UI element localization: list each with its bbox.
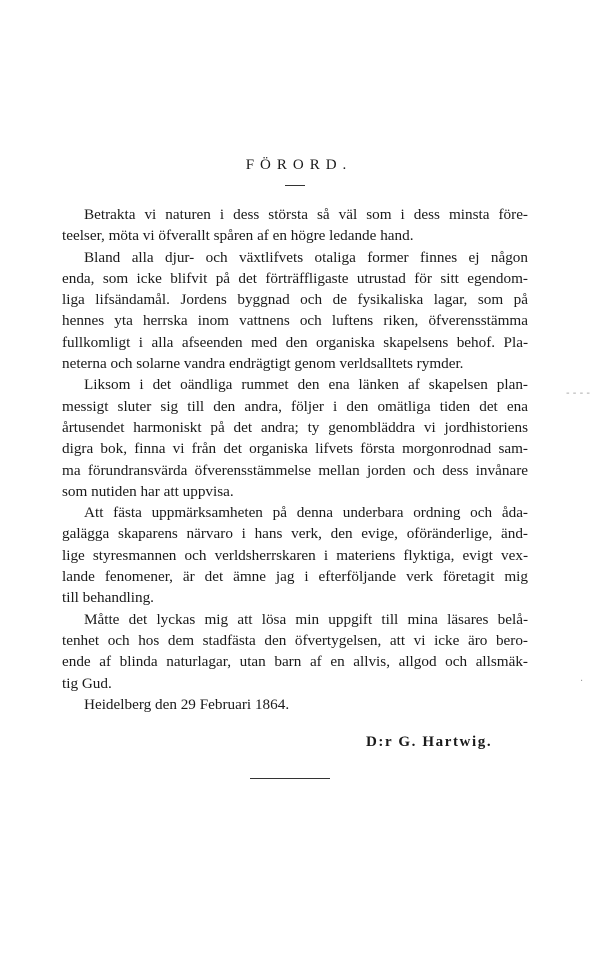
paragraph [62, 694, 528, 715]
paragraph [62, 247, 528, 375]
text-line: Bland alla djur- och växtlifvets otaliga former finnes ej någon [84, 248, 528, 266]
title-rule [285, 185, 305, 186]
text-line: fullkomligt i alla afseenden med den organiska skapelsens behof. Pla- [62, 333, 528, 351]
text-line: digra bok, finna vi från det organiska lifvets första morgonrodnad sam- [62, 440, 528, 458]
paragraph [62, 374, 528, 502]
closing-rule [250, 778, 330, 779]
text-line: Måtte det lyckas mig att lösa min uppgift till mina läsares belå- [84, 610, 528, 628]
margin-dash-mark: - - - - [566, 388, 590, 399]
text-line: tenhet och hos dem stadfästa den öfvertygelsen, att vi icke äro bero- [62, 631, 528, 649]
text-line: lige styresmannen och verldsherrskaren i materiens flyktiga, evigt vex- [62, 546, 528, 564]
text-line: teelser, möta vi öfverallt spåren af en högre ledande hand. [62, 227, 414, 245]
text-line: neterna och solarne vandra endrägtigt genom verldsalltets rymder. [62, 355, 464, 373]
paragraph [62, 204, 528, 247]
text-line: hennes yta herrska inom vattnens och luftens riken, öfverensstämma [62, 312, 528, 330]
text-line: liga lifsändamål. Jordens byggnad och de fysikaliska lagar, som på [62, 291, 528, 309]
text-line: galägga skaparens närvaro i hans verk, den evige, oföränderlige, änd- [62, 525, 528, 543]
margin-tick-mark: · [580, 676, 584, 687]
text-line: enda, som icke blifvit på det förträffligaste utrustad för sitt egendom- [62, 269, 528, 287]
text-line: Heidelberg den 29 Februari 1864. [84, 695, 290, 713]
text-line: som nutiden har att uppvisa. [62, 482, 234, 500]
text-line: Liksom i det oändliga rummet den ena länken af skapelsen plan- [84, 376, 528, 394]
text-line: messigt sluter sig till den andra, följer i den omätliga tiden det ena [62, 397, 528, 415]
text-line: lande fenomener, är det ämne jag i efterföljande verk företagit mig [62, 568, 528, 586]
text-line: Att fästa uppmärksamheten på denna underbara ordning och åda- [84, 504, 528, 522]
paragraph [62, 609, 528, 694]
page-title: FÖRORD. [245, 157, 353, 173]
text-line: Betrakta vi naturen i dess största så väl som i dess minsta före- [84, 206, 528, 223]
text-line: ma förundransvärda öfverensstämmelse mellan jorden och dess invånare [62, 461, 528, 479]
text-line: till behandling. [62, 589, 154, 607]
author-signature: D:r G. Hartwig. [366, 734, 493, 750]
text-line: ende af blinda naturlagar, utan barn af en allvis, allgod och allsmäk- [62, 653, 528, 671]
text-line: årtusendet harmoniskt på det andra; ty genombläddra vi jordhistoriens [62, 418, 528, 436]
preface-body [62, 204, 528, 715]
text-line: tig Gud. [62, 674, 112, 692]
paragraph [62, 502, 528, 608]
